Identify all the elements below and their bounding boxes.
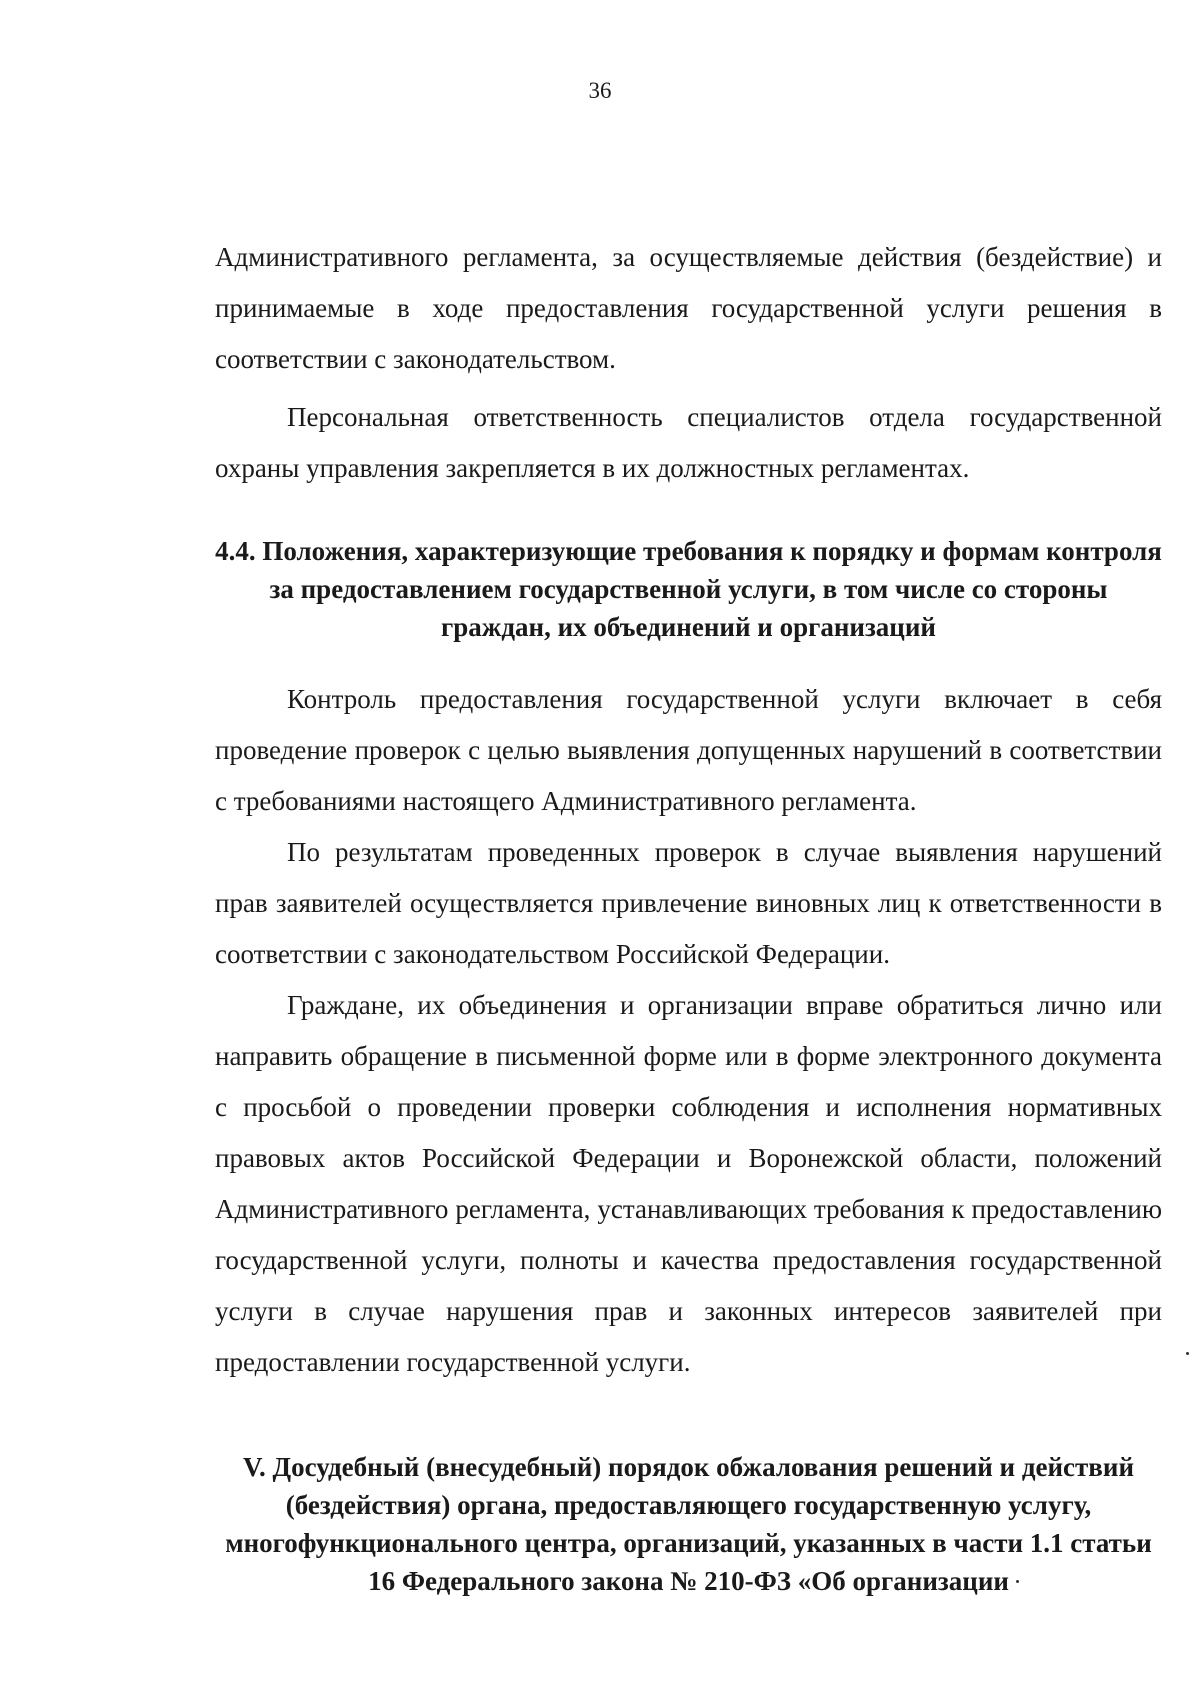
page-number: 36 <box>588 78 612 103</box>
paragraph: Контроль предоставления государственной услуги включает в себя проведение проверок с целью выявления допущенных нарушений в соответствии с требованиями настоящего Административного регламента. <box>215 684 1162 816</box>
paragraph: По результатам проведенных проверок в случае выявления нарушений прав заявителей осуществляется привлечение виновных лиц к ответственности в соответствии с законодательством Российской Федерации. <box>215 837 1162 969</box>
paragraph: Персональная ответственность специалистов отдела государственной охраны управления закрепляется в их должностных регламентах. <box>215 402 1162 483</box>
scan-speck <box>1186 1352 1189 1355</box>
section-heading-4-4: 4.4. Положения, характеризующие требования к порядку и формам контроля за предоставлением государственной услуги, в том числе со стороны граждан, их объединений и организаций <box>215 536 1162 642</box>
paragraph: Административного регламента, за осуществляемые действия (бездействие) и принимаемые в ходе предоставления государственной услуги решения в соответствии с законодательством. <box>215 242 1162 374</box>
document-body <box>215 232 1162 1600</box>
paragraph: Граждане, их объединения и организации вправе обратиться лично или направить обращение в письменной форме или в форме электронного документа с просьбой о проведении проверки соблюдения и исполнения нормативных правовых актов Российской Федерации и Воронежской области, положений Административного регламента, устанавливающих требования к предоставлению государственной услуги, полноты и качества предоставления государственной услуги в случае нарушения прав и законных интересов заявителей при предоставлении государственной услуги. <box>215 990 1162 1377</box>
section-heading-5: V. Досудебный (внесудебный) порядок обжалования решений и действий (бездействия) органа, предоставляющего государственную услугу, многофункционального центра, организаций, указанных в части 1.1 статьи 16 Федерального закона № 210-ФЗ «Об организации <box>225 1452 1152 1596</box>
scan-speck <box>1016 1580 1019 1583</box>
